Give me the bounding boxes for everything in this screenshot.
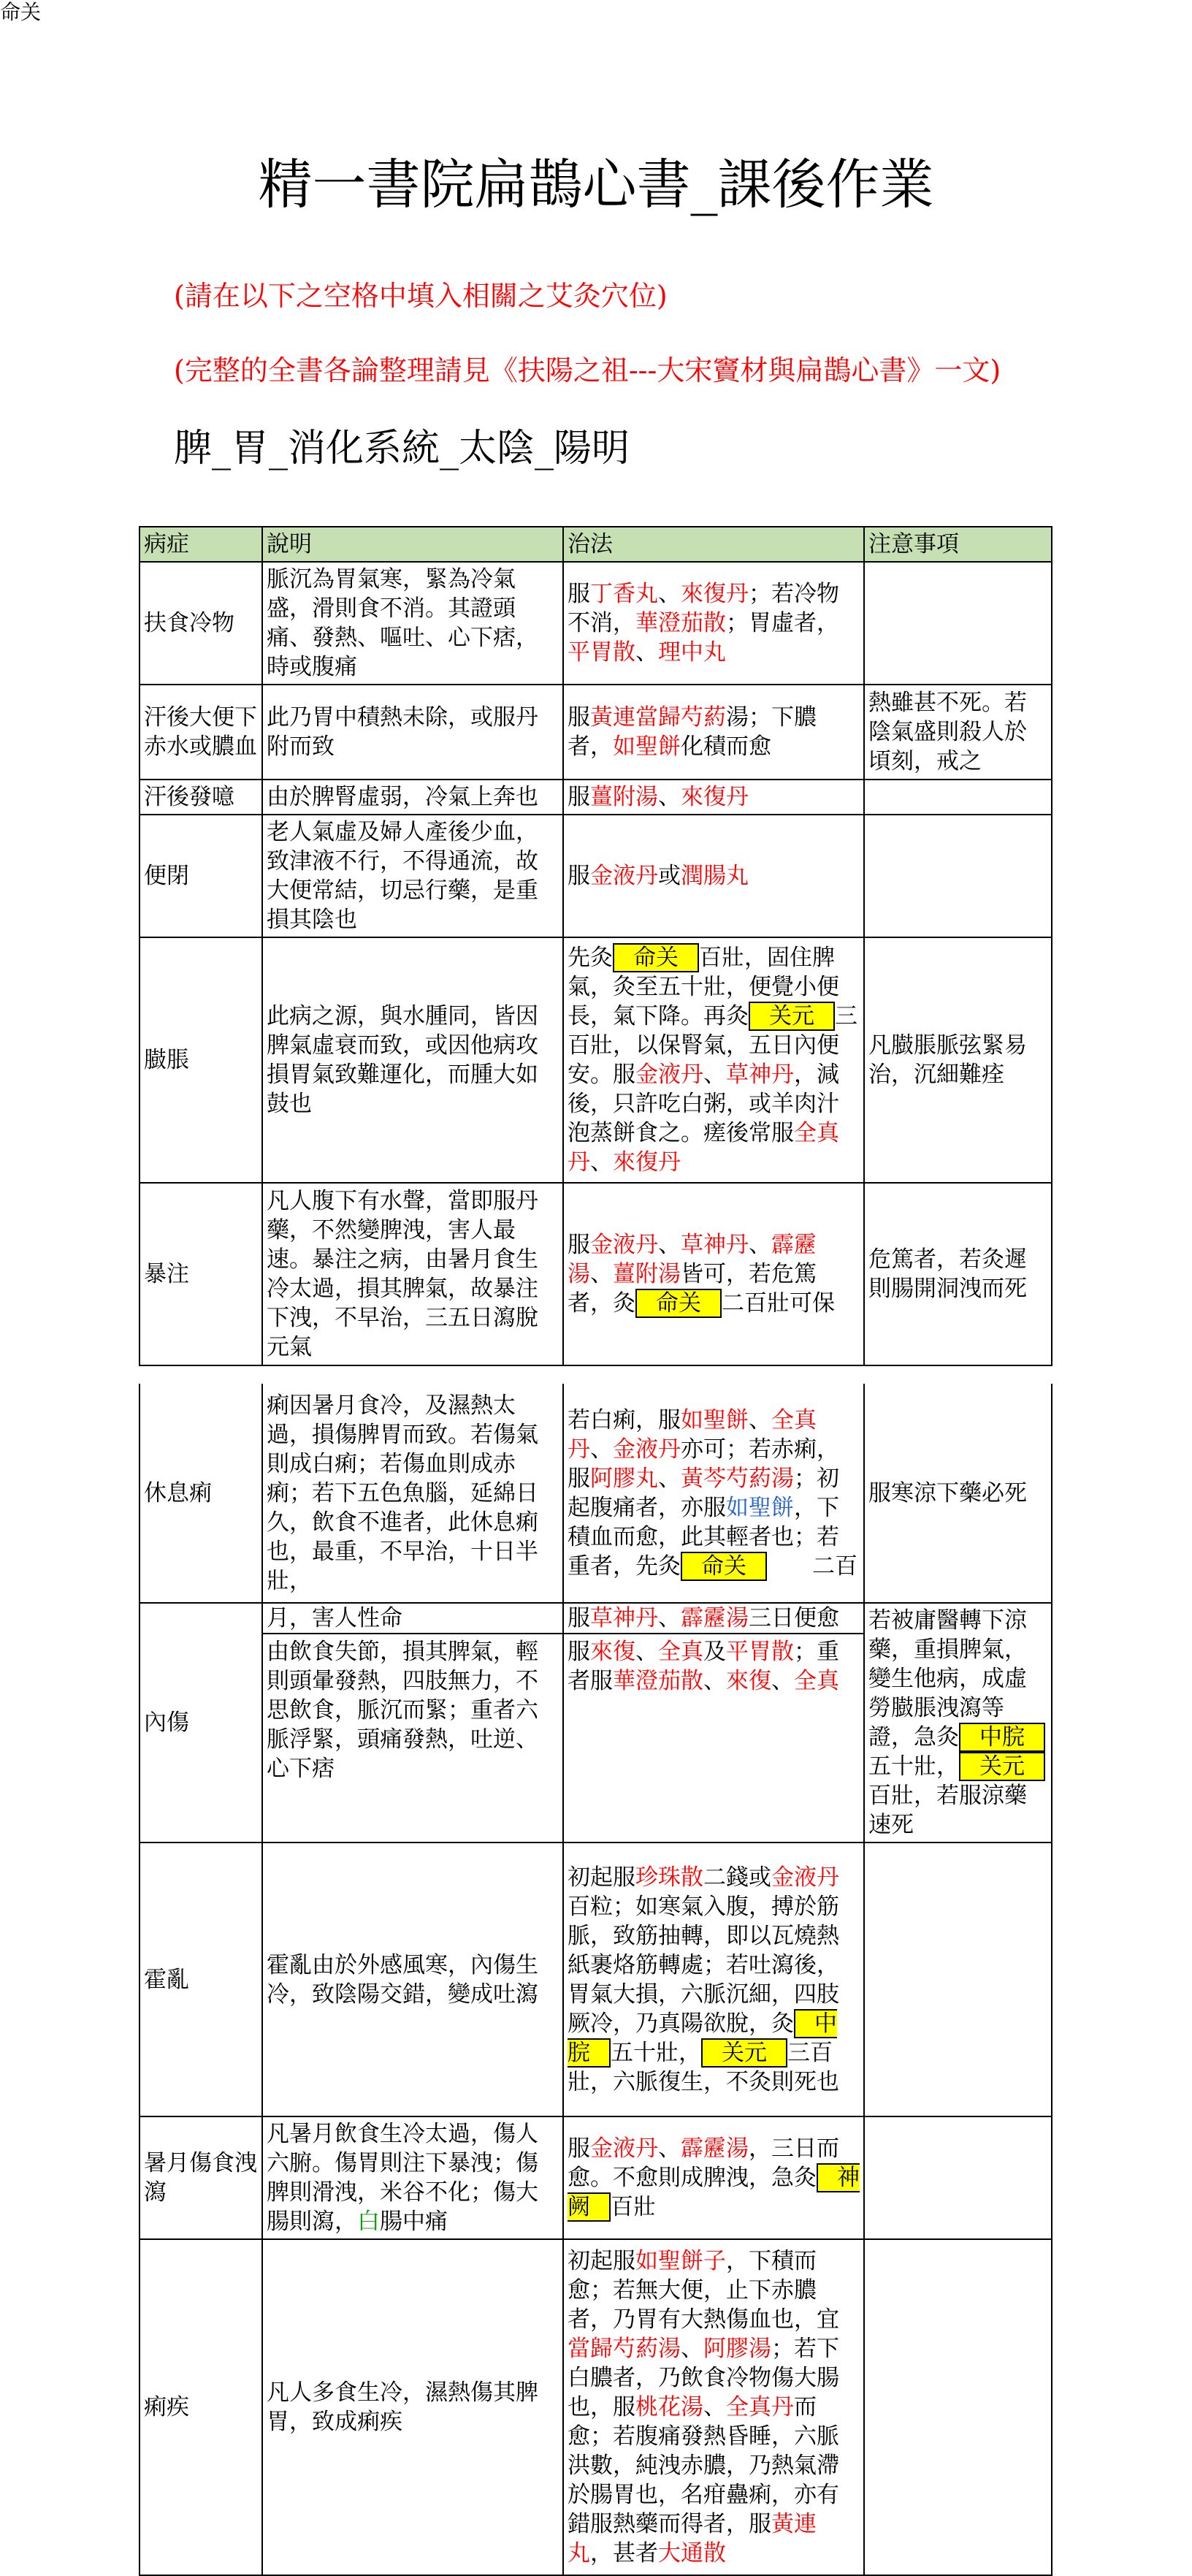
remedy-name: 當歸芍葯湯: [568, 2336, 681, 2362]
cell-treatment: 服金液丹、草神丹、霹靂湯、薑附湯皆可，若危篤者，灸 命关 二百壯可保: [563, 1183, 864, 1365]
cell-disease: 痢疾: [140, 2239, 262, 2575]
remedy-name: 黃連丸: [568, 2511, 817, 2567]
cell-description: 由於脾腎虛弱，冷氣上奔也: [262, 780, 563, 815]
table-row: [140, 1843, 1052, 2116]
remedy-name: 薑附湯: [613, 1261, 681, 1287]
cell-notes: 危篤者，若灸遲則腸開洞洩而死: [864, 1183, 1052, 1365]
cell-notes: [864, 2239, 1052, 2575]
cell-treatment: 初起服珍珠散二錢或金液丹百粒；如寒氣入腹，搏於筋脈，致筋抽轉，即以瓦燒熱紙裹烙筋轉處；若吐瀉後，胃氣大損，六脈沉細，四肢厥冷，乃真陽欲脫，灸 中脘 五十壯， 关元 三百壯，六脈復生，不灸則死也: [563, 1843, 864, 2116]
remedy-name: 黃芩芍葯湯: [681, 1465, 794, 1492]
remedy-name: 金液丹: [590, 2135, 658, 2162]
cell-treatment: 先灸 命关 百壯，固住脾氣，灸至五十壯，便覺小便長，氣下降。再灸 关元 三百壯，以保腎氣，五日內便安。服金液丹、草神丹，減後，只許吃白粥，或羊肉汁泡蒸餅食之。瘥後常服全真丹、來復丹: [563, 937, 864, 1183]
table-row: [140, 937, 1052, 1183]
cell-description: 此乃胃中積熱未除，或服丹附而致: [262, 685, 563, 780]
table-row: [140, 1384, 1052, 1603]
table-row: [140, 2116, 1052, 2239]
acupoint-blank[interactable]: 关元: [701, 2038, 787, 2068]
remedy-name: 草神丹: [681, 1232, 749, 1258]
cell-description: 脈沉為胃氣寒，緊為冷氣盛，滑則食不消。其證頭痛、發熱、嘔吐、心下痞，時或腹痛: [262, 562, 563, 685]
remedy-name: 理中丸: [658, 639, 726, 666]
remedy-name: 全真丹: [568, 1406, 817, 1463]
remedy-name: 華澄茄散: [613, 1668, 703, 1694]
table-row: [140, 1183, 1052, 1365]
remedy-name: 如聖餅: [681, 1406, 749, 1433]
cell-disease: 暴注: [140, 1183, 262, 1365]
cell-disease: 內傷: [140, 1603, 262, 1843]
acupoint-blank[interactable]: 中脘: [568, 2010, 837, 2066]
acupoint-blank[interactable]: 关元: [749, 1002, 835, 1031]
remedy-name: 金液丹: [771, 1864, 839, 1891]
cell-notes: [864, 2116, 1052, 2239]
header-description: 說明: [262, 527, 563, 562]
cell-disease: 休息痢: [140, 1384, 262, 1603]
cell-description: 痢因暑月食冷，及濕熱太過，損傷脾胃而致。若傷氣則成白痢；若傷血則成赤痢；若下五色魚腦，延綿日久，飲食不進者，此休息痢也，最重，不早治，十日半壯，: [262, 1384, 563, 1603]
remedy-name: 薑附湯: [590, 784, 658, 810]
remedy-name: 桃花湯: [635, 2394, 703, 2420]
cell-description: 霍亂由於外感風寒，內傷生冷，致陰陽交錯，變成吐瀉: [262, 1843, 563, 2116]
remedy-name: 金液丹: [613, 1436, 681, 1463]
remedy-name: 平胃散: [568, 639, 635, 666]
remedy-name: 來復丹: [613, 1149, 681, 1175]
remedy-name: 來復: [590, 1639, 635, 1665]
remedy-name: 珍珠散: [635, 1864, 703, 1891]
remedy-name: 全真: [658, 1639, 703, 1665]
cell-notes: 凡臌脹脈弦緊易治，沉細難痊: [864, 937, 1052, 1183]
table-row: [140, 1603, 1052, 1843]
cell-disease: 暑月傷食洩瀉: [140, 2116, 262, 2239]
cell-notes: 熱雖甚不死。若陰氣盛則殺人於頃刻，戒之: [864, 685, 1052, 780]
page-title: 精一書院扁鵲心書_課後作業: [258, 153, 934, 216]
cell-notes: 若被庸醫轉下涼藥，重損脾氣，變生他病，成虛勞臌脹洩瀉等證，急灸 中脘五十壯， 关元百壯，若服涼藥速死: [864, 1603, 1052, 1843]
remedy-name: 如聖餅: [613, 733, 681, 760]
table-row: [140, 780, 1052, 815]
remedy-name: 草神丹: [726, 1062, 794, 1088]
header-disease: 病症: [140, 527, 262, 562]
cell-notes: [864, 780, 1052, 815]
acupoint-blank[interactable]: 命关: [635, 1289, 722, 1318]
header-notes: 注意事項: [864, 527, 1052, 562]
remedy-name: 來復丹: [681, 581, 749, 607]
remedy-name: 草神丹: [590, 1605, 658, 1631]
acupoint-blank[interactable]: 神阙: [568, 2165, 860, 2220]
cell-treatment: 初起服如聖餅子，下積而愈；若無大便，止下赤膿者，乃胃有大熱傷血也，宜當歸芍葯湯、阿膠湯；若下白膿者，乃飲食冷物傷大腸也，服桃花湯、全真丹而愈；若腹痛發熱昏睡，六脈洪數，純洩赤膿，乃熱氣滯於腸胃也，名疳蠱痢，亦有錯服熱藥而得者，服黃連丸，甚者大通散: [563, 2239, 864, 2575]
cell-description: 凡人多食生冷，濕熱傷其脾胃，致成痢疾: [262, 2239, 563, 2575]
cell-description: 凡人腹下有水聲，當即服丹藥，不然變脾洩，害人最速。暴注之病，由暑月食生冷太過，損其脾氣，故暴注下洩，不早治，三五日瀉脫元氣: [262, 1183, 563, 1365]
header-treatment: 治法: [563, 527, 864, 562]
acupoint-blank[interactable]: 中脘: [959, 1723, 1045, 1752]
section-title: 脾_胃_消化系統_太陰_陽明: [174, 427, 630, 470]
treatment-table-part1: [139, 526, 1052, 1366]
cell-treatment: 服黃連當歸芍葯湯；下膿者，如聖餅化積而愈: [563, 685, 864, 780]
cell-notes: [864, 562, 1052, 685]
remedy-name: 金液丹: [590, 1232, 658, 1258]
cell-notes: [864, 815, 1052, 937]
acupoint-blank[interactable]: 命关: [681, 1552, 767, 1581]
cell-notes: [864, 1843, 1052, 2116]
cell-description: 老人氣虛及婦人產後少血，致津液不行，不得通流，故大便常結，切忌行藥，是重損其陰也: [262, 815, 563, 937]
table-row: [140, 685, 1052, 780]
cell-treatment: 若白痢，服如聖餅、全真丹、金液丹亦可；若赤痢，服阿膠丸、黃芩芍葯湯；初起腹痛者，亦服如聖餅，下積血而愈，此其輕者也；若重者，先灸 命关 二百: [563, 1384, 864, 1603]
cell-treatment: 服薑附湯、來復丹: [563, 780, 864, 815]
cell-disease: 臌脹: [140, 937, 262, 1183]
acupoint-blank[interactable]: 关元: [959, 1752, 1045, 1781]
table-row: [140, 2239, 1052, 2575]
remedy-name: 白: [357, 2209, 380, 2235]
cell-treatment: 服金液丹、霹靂湯，三日而愈。不愈則成脾洩，急灸 神阙 百壯: [563, 2116, 864, 2239]
table-row: [140, 815, 1052, 937]
remedy-name: 大通散: [658, 2540, 726, 2567]
remedy-name: 丁香丸: [590, 581, 658, 607]
remedy-name: 潤腸丸: [681, 863, 749, 889]
reference-note: (完整的全書各論整理請見《扶陽之祖---大宋竇材與扁鵲心書》一文): [174, 354, 1001, 386]
cell-disease: 便閉: [140, 815, 262, 937]
remedy-name: 來復: [726, 1668, 771, 1694]
cell-description: 凡暑月飲食生冷太過，傷人六腑。傷胃則注下暴洩；傷脾則滑洩，米谷不化；傷大腸則瀉，白腸中痛: [262, 2116, 563, 2239]
remedy-name: 全真: [794, 1668, 839, 1694]
table-header-row: [140, 527, 1052, 562]
instruction-note: (請在以下之空格中填入相關之艾灸穴位): [174, 280, 668, 312]
remedy-name: 金液丹: [635, 1062, 703, 1088]
remedy-name: 如聖餅子: [635, 2248, 726, 2274]
remedy-name: 阿膠丸: [590, 1465, 658, 1492]
remedy-name: 霹靂湯: [568, 1232, 817, 1287]
remedy-name: 來復丹: [681, 784, 749, 810]
cell-treatment: 服金液丹或潤腸丸: [563, 815, 864, 937]
cell-description: 此病之源，與水腫同，皆因脾氣虛衰而致，或因他病攻損胃氣致難運化，而腫大如鼓也: [262, 937, 563, 1183]
cell-disease: 扶食冷物: [140, 562, 262, 685]
remedy-name: 如聖餅: [726, 1494, 794, 1521]
remedy-name: 黃連當歸芍葯: [590, 704, 726, 731]
cell-treatment: 服丁香丸、來復丹；若冷物不消，華澄茄散；胃虛者，平胃散、理中丸: [563, 562, 864, 685]
remedy-name: 霹靂湯: [681, 2135, 749, 2162]
cell-disease: 汗後發噫: [140, 780, 262, 815]
cell-description: 月，害人性命 由飲食失節，損其脾氣，輕則頭暈發熱，四肢無力，不思飲食，脈沉而緊；重者六脈浮緊，頭痛發熱，吐逆、心下痞: [262, 1603, 563, 1843]
corner-label: 命关: [0, 0, 42, 24]
treatment-table-part2: [139, 1384, 1052, 2576]
remedy-name: 全真丹: [726, 2394, 794, 2420]
remedy-name: 阿膠湯: [703, 2336, 771, 2362]
remedy-name: 霹靂湯: [681, 1605, 749, 1631]
cell-disease: 霍亂: [140, 1843, 262, 2116]
remedy-name: 全真丹: [568, 1120, 839, 1175]
cell-notes: 服寒涼下藥必死: [864, 1384, 1052, 1603]
acupoint-blank[interactable]: 命关: [613, 943, 699, 972]
cell-disease: 汗後大便下赤水或膿血: [140, 685, 262, 780]
remedy-name: 平胃散: [726, 1639, 794, 1665]
remedy-name: 金液丹: [590, 863, 658, 889]
cell-treatment: 服草神丹、霹靂湯三日便愈 服來復、全真及平胃散；重者服華澄茄散、來復、全真: [563, 1603, 864, 1843]
table-row: [140, 562, 1052, 685]
remedy-name: 華澄茄散: [635, 610, 726, 636]
